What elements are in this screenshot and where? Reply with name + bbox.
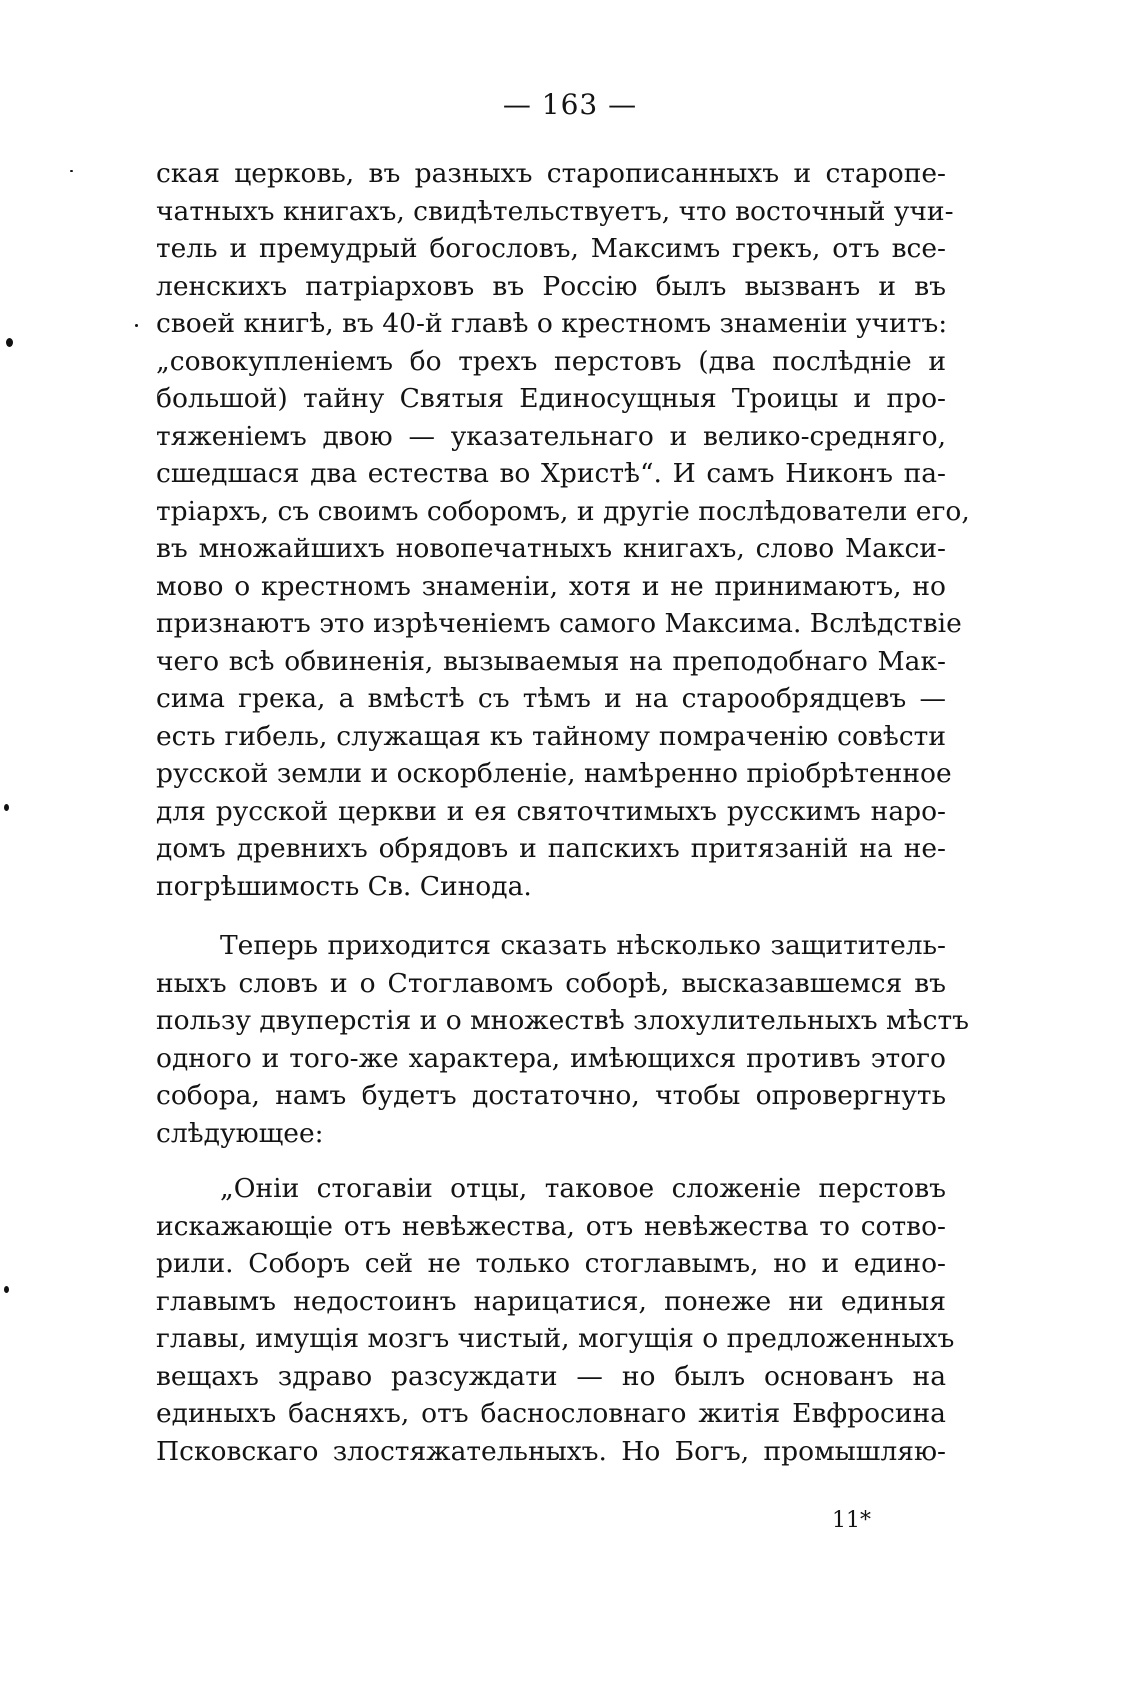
text-line: погрѣшимость Св. Синода. xyxy=(156,870,532,902)
text-line: вещахъ здраво разсуждати — но былъ основанъ на xyxy=(156,1360,946,1392)
text-line: ская церковь, въ разныхъ старописанныхъ и старопе- xyxy=(156,158,946,189)
text-line: ныхъ словъ и о Стоглавомъ соборѣ, высказавшемся въ xyxy=(156,967,946,999)
text-line: ленскихъ патріарховъ въ Россію былъ вызванъ и въ xyxy=(156,270,946,302)
text-line: „совокупленіемъ бо трехъ перстовъ (два послѣдніе и xyxy=(156,345,946,377)
text-line: пользу двуперстія и о множествѣ злохулительныхъ мѣстъ xyxy=(156,1005,969,1036)
text-line: признаютъ это изрѣченіемъ самого Максима. Вслѣдствіе xyxy=(156,608,962,639)
text-line: единыхъ басняхъ, отъ баснословнаго житія Евфросина xyxy=(156,1398,946,1429)
signature-mark: 11* xyxy=(832,1508,871,1533)
text-line: сима грека, а вмѣстѣ съ тѣмъ и на старообрядцевъ — xyxy=(156,683,946,714)
text-line: тель и премудрый богословъ, Максимъ грекъ, отъ все- xyxy=(156,233,946,264)
text-line: чего всѣ обвиненія, вызываемыя на преподобнаго Мак- xyxy=(156,645,946,677)
text-line: одного и того-же характера, имѣющихся противъ этого xyxy=(156,1042,946,1074)
text-line: Теперь приходится сказать нѣсколько защититель- xyxy=(220,930,946,961)
text-line: чатныхъ книгахъ, свидѣтельствуетъ, что восточный учи- xyxy=(156,195,954,227)
text-line: мово о крестномъ знаменіи, хотя и не принимаютъ, но xyxy=(156,570,946,602)
text-line: сшедшася два естества во Христѣ“. И самъ Никонъ па- xyxy=(156,458,946,489)
scan-speck xyxy=(70,170,73,172)
scan-speck xyxy=(135,324,138,327)
text-line: Псковскаго злостяжательныхъ. Но Богъ, промышляю- xyxy=(156,1435,946,1467)
text-line: большой) тайну Святыя Единосущныя Троицы и про- xyxy=(156,383,946,414)
scan-speck xyxy=(6,338,13,347)
paragraph-1 xyxy=(156,155,970,905)
text-line: рили. Соборъ сей не только стоглавымъ, но и едино- xyxy=(156,1248,946,1279)
text-line: для русской церкви и ея святочтимыхъ русскимъ наро- xyxy=(156,795,946,827)
page-number-header: — 163 — xyxy=(502,88,638,121)
text-line: „Оніи стогавіи отцы, таковое сложеніе перстовъ xyxy=(220,1173,946,1204)
text-line: русской земли и оскорбленіе, намѣренно пріобрѣтенное xyxy=(156,758,952,789)
text-line: тріархъ, съ своимъ соборомъ, и другіе послѣдователи его, xyxy=(156,495,970,527)
text-line: искажающіе отъ невѣжества, отъ невѣжества то сотво- xyxy=(156,1210,946,1242)
text-line: главымъ недостоинъ нарицатися, понеже ни единыя xyxy=(156,1285,946,1317)
text-line: главы, имущія мозгъ чистый, могущія о предложенныхъ xyxy=(156,1323,955,1354)
text-line: есть гибель, служащая къ тайному помраченію совѣсти xyxy=(156,720,946,752)
text-line: слѣдующее: xyxy=(156,1117,324,1149)
text-line: домъ древнихъ обрядовъ и папскихъ притязаній на не- xyxy=(156,833,946,864)
paragraph-2 xyxy=(156,927,969,1152)
text-line: тяженіемъ двою — указательнаго и велико-средняго, xyxy=(156,420,946,452)
scan-speck xyxy=(4,804,9,811)
text-line: собора, намъ будетъ достаточно, чтобы опровергнуть xyxy=(156,1080,946,1111)
text-line: своей книгѣ, въ 40-й главѣ о крестномъ знаменіи учитъ: xyxy=(156,308,948,339)
scan-speck xyxy=(4,1286,9,1293)
text-line: въ множайшихъ новопечатныхъ книгахъ, слово Макси- xyxy=(156,533,946,564)
paragraph-3 xyxy=(156,1170,955,1470)
